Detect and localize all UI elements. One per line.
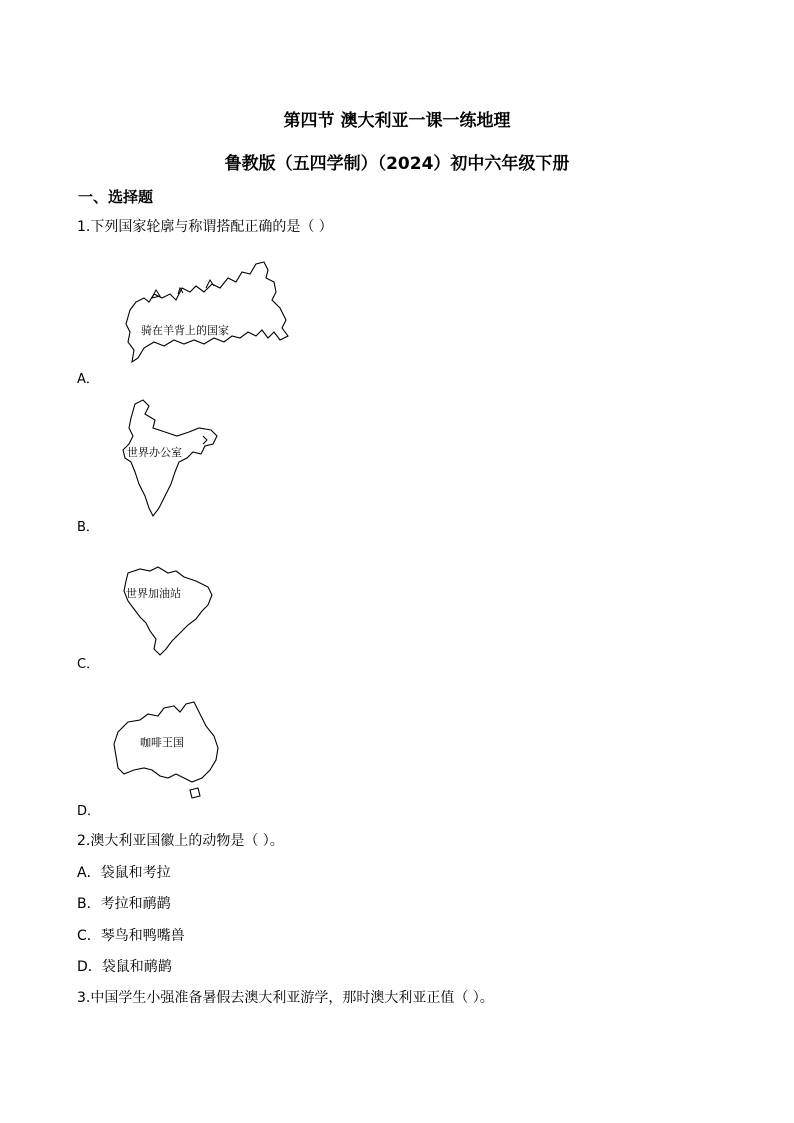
question-3-text: 3.中国学生小强准备暑假去澳大利亚游学，那时澳大利亚正值（ ）。	[77, 990, 494, 1006]
option-d-letter: D．	[77, 804, 101, 819]
option-b-letter: B．	[77, 520, 99, 535]
india-map-label: 世界办公室	[127, 446, 182, 459]
brazil-map-label: 世界加油站	[126, 587, 181, 600]
question-1-text: 1.下列国家轮廓与称谓搭配正确的是（ ）	[77, 219, 333, 235]
question-2-option-a: A．袋鼠和考拉	[77, 865, 171, 881]
question-2-option-d: D．袋鼠和鸸鹋	[77, 959, 172, 975]
india-outline-icon	[115, 396, 225, 521]
option-a-letter: A．	[77, 372, 99, 387]
option-c-letter: C．	[77, 657, 100, 672]
question-2-option-c: C．琴鸟和鸭嘴兽	[77, 928, 185, 944]
russia-map-label: 骑在羊背上的国家	[141, 324, 229, 337]
section-heading: 一、选择题	[78, 188, 154, 206]
page-title: 第四节 澳大利亚一课一练地理	[283, 111, 511, 131]
russia-outline-icon	[116, 258, 296, 368]
question-2-option-b: B．考拉和鸸鹋	[77, 896, 171, 912]
page-subtitle: 鲁教版（五四学制）（2024）初中六年级下册	[224, 154, 570, 174]
question-2-text: 2.澳大利亚国徽上的动物是（ ）。	[77, 833, 284, 849]
australia-map-label: 咖啡王国	[140, 736, 184, 749]
brazil-outline-icon	[118, 563, 218, 658]
australia-outline-icon	[110, 698, 225, 803]
